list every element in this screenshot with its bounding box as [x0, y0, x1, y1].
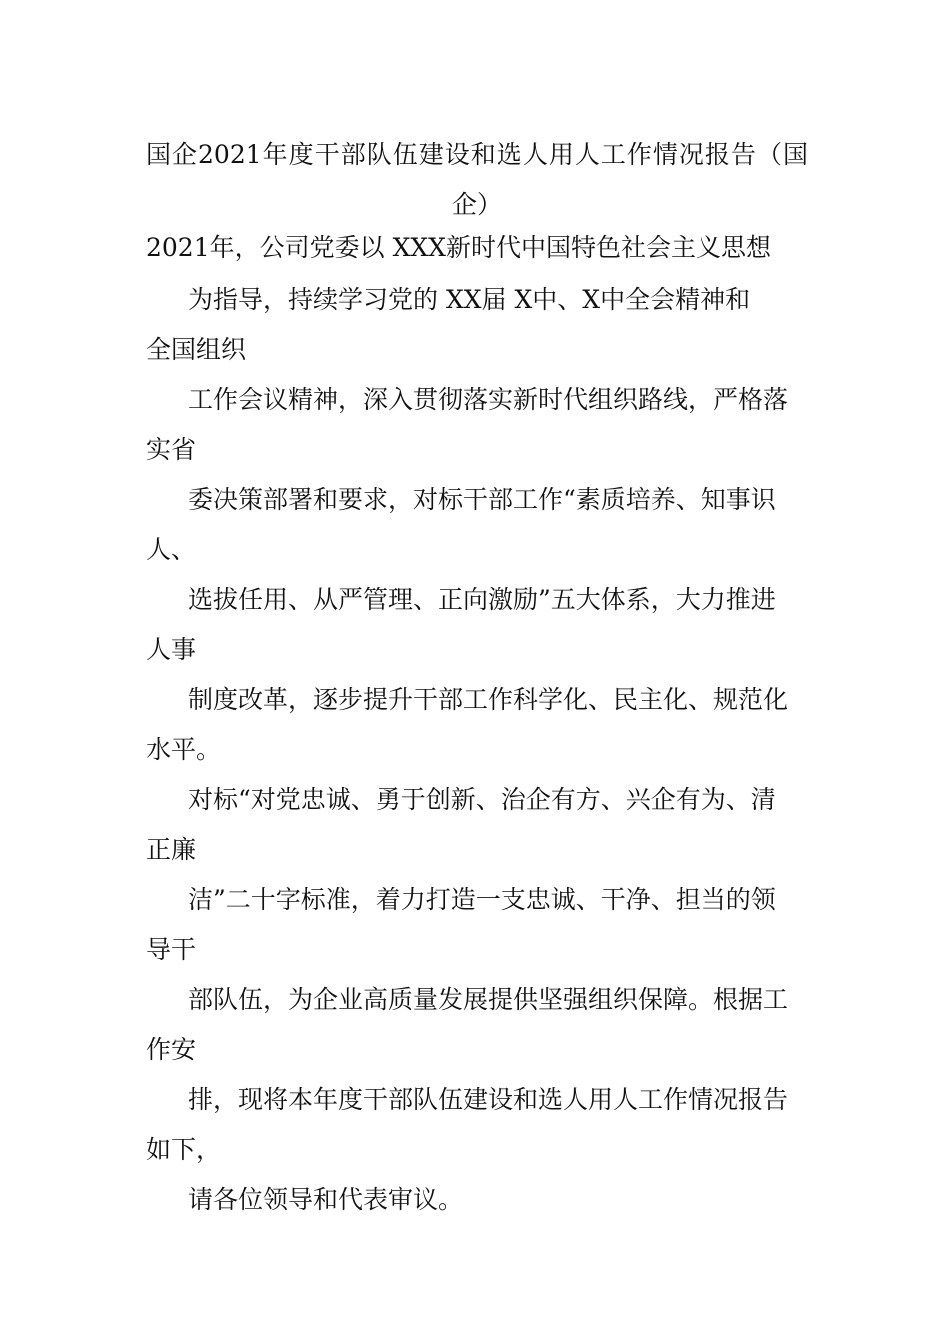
body-line-6: 委决策部署和要求，对标干部工作“素质培养、知事识	[188, 485, 776, 514]
body-line-13: 正廉	[146, 835, 197, 864]
body-line-20: 请各位领导和代表审议。	[188, 1185, 464, 1214]
body-line-12: 对标“对党忠诚、勇于创新、治企有方、兴企有为、清	[188, 785, 776, 814]
body-line-8: 选拔任用、从严管理、正向激励”五大体系，大力推进	[188, 585, 776, 614]
body-line-15: 导干	[146, 935, 197, 964]
body-line-2: 为指导，持续学习党的 XX届 X中、X中全会精神和	[188, 285, 751, 314]
body-line-16: 部队伍，为企业高质量发展提供坚强组织保障。根据工	[188, 985, 789, 1014]
body-line-11: 水平。	[146, 735, 222, 764]
body-line-1: 2021年，公司党委以 XXX新时代中国特色社会主义思想	[146, 233, 771, 262]
body-line-5: 实省	[146, 435, 197, 464]
body-line-4: 工作会议精神，深入贯彻落实新时代组织路线，严格落	[188, 385, 789, 414]
body-line-17: 作安	[146, 1035, 197, 1064]
body-line-14: 洁”二十字标准，着力打造一支忠诚、干净、担当的领	[188, 885, 776, 914]
body-line-18: 排，现将本年度干部队伍建设和选人用人工作情况报告	[188, 1085, 789, 1114]
body-line-3: 全国组织	[146, 335, 247, 364]
body-line-7: 人、	[146, 535, 197, 564]
body-line-19: 如下，	[146, 1135, 222, 1164]
body-line-10: 制度改革，逐步提升干部工作科学化、民主化、规范化	[188, 685, 789, 714]
body-line-9: 人事	[146, 635, 197, 664]
document-title: 国企2021年度干部队伍建设和选人用人工作情况报告（国企）	[146, 140, 808, 219]
